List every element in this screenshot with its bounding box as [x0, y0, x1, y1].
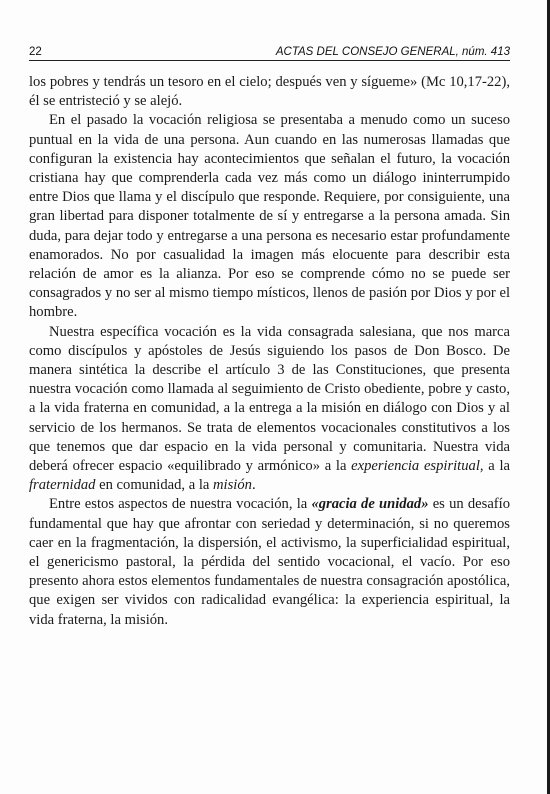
paragraph-3-text-c: en comunidad, a la [95, 477, 214, 494]
paragraph-3-text-a: Nuestra específica vocación es la vida consagrada salesiana, que nos marca como discípulos y apóstoles de Jesús siguiendo los pasos de Don Bosco. De manera sintética la describe el artículo 3 de las Constituciones, que presenta nuestra vocación como llamada al seguimiento de Cristo obediente, pobre y casto, a la vida fraterna en comunidad, a la entrega a la misión en diálogo con Dios y al servicio de los hermanos. Se trata de elementos vocacionales constitutivos a los que tenemos que dar espacio en la vida personal y comunitaria. Nuestra vida deberá ofrecer espacio «equilibrado y armónico» a la [29, 323, 510, 475]
emphasis-fraternidad: fraternidad [29, 477, 96, 494]
paragraph-3-text-b: , a la [479, 458, 510, 475]
emphasis-experiencia-espiritual: experiencia espiritual [351, 458, 480, 475]
paragraph-4-text-a: Entre estos aspectos de nuestra vocación, la [49, 496, 312, 513]
body-text [29, 73, 510, 630]
emphasis-gracia-de-unidad: «gracia de unidad» [311, 496, 429, 513]
emphasis-mision: misión [213, 477, 252, 494]
paragraph-3-text-d: . [251, 477, 256, 494]
paragraph-3 [29, 323, 510, 496]
paragraph-1: los pobres y tendrás un tesoro en el cielo; después ven y sígueme» (Mc 10,17-22), él se entristeció y se alejó. [29, 74, 510, 110]
paragraph-2: En el pasado la vocación religiosa se presentaba a menudo como un suceso puntual en la vida de una persona. Aun cuando en las numerosas llamadas que configuran la existencia hay acontecimientos que señalan el futuro, la vocación cristiana hay que comprenderla cada vez más como un diálogo ininterrumpido entre Dios que llama y el discípulo que responde. Requiere, por consiguiente, una gran libertad para disponer totalmente de sí y entregarse a la persona amada. Sin duda, para dejar todo y entregarse a una persona es necesario estar profundamente enamorados. No por casualidad la imagen más elocuente para describir esta relación de amor es la alianza. Por eso se comprende cómo no se puede ser consagrados y no ser al mismo tiempo místicos, llenos de pasión por Dios y por el hombre. [29, 112, 510, 321]
running-header [29, 42, 510, 61]
running-title: ACTAS DEL CONSEJO GENERAL, núm. 413 [275, 46, 510, 58]
page-number: 22 [29, 46, 42, 58]
paragraph-4-text-b: es un desafío fundamental que hay que afrontar con seriedad y determinación, si no queremos caer en la fragmentación, la dispersión, el activismo, la superficialidad espiritual, el genericismo pastoral, la pérdida del sentido vocacional, el vacío. Por eso presento ahora estos elementos fundamentales de nuestra consagración apostólica, que exigen ser vividos con radicalidad evangélica: la experiencia espiritual, la vida fraterna, la misión. [29, 496, 511, 628]
paragraph-4 [29, 495, 510, 629]
